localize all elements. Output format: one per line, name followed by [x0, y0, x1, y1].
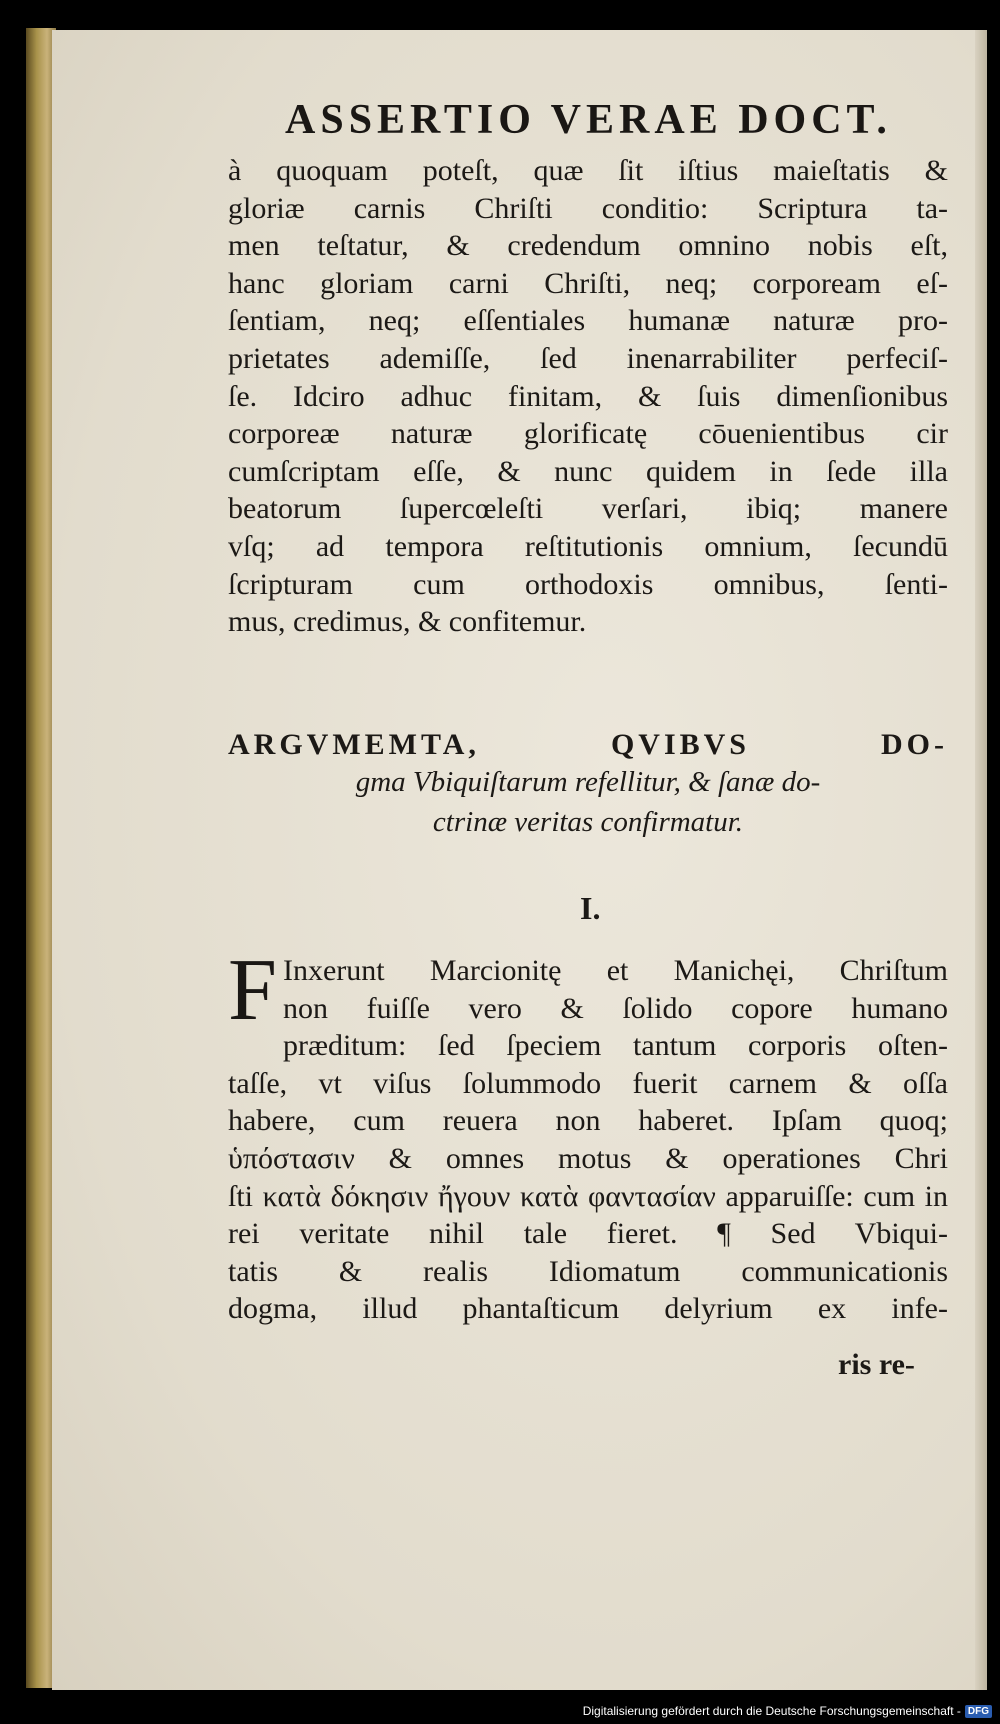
text-line: prietates ademiſſe, ſed inenarrabiliter perfeciſ- [228, 341, 948, 375]
text-line: à quoquam poteſt, quæ ſit iſtius maieſtatis & [228, 154, 948, 187]
drop-cap: F [228, 942, 277, 1039]
text-line: habere, cum reuera non haberet. Ipſam quoq; [228, 1104, 948, 1138]
page-edge [975, 30, 987, 1690]
section-heading-title: ARGVMEMTA, QVIBVS DO- [228, 728, 948, 761]
text-line: præditum: ſed ſpeciem tantum corporis oſten- [282, 1029, 948, 1063]
text-line: tatis & realis Idiomatum communicationis [228, 1254, 948, 1288]
text-line: ſcripturam cum orthodoxis omnibus, ſenti- [228, 567, 948, 601]
section-heading-subtitle: ctrinæ veritas confirmatur. [432, 806, 744, 838]
section-numeral: I. [580, 890, 601, 926]
digitization-credit-text: Digitalisierung gefördert durch die Deutsche Forschungsgemeinschaft - [582, 1704, 961, 1718]
text-line: corporeæ naturæ glorificatę cōuenientibus cir [228, 417, 948, 451]
section-heading-subtitle: gma Vbiquiſtarum refellitur, & ſanæ do- [355, 766, 821, 798]
text-line: ὑπόστασιν & omnes motus & operationes Chri [228, 1141, 948, 1175]
text-line: beatorum ſupercœleſti verſari, ibiq; manere [228, 492, 948, 526]
paragraph-1 [228, 152, 948, 641]
text-line: gloriæ carnis Chriſti conditio: Scriptura ta- [228, 191, 948, 225]
text-line: ſti κατὰ δόκησιν ἤγουν κατὰ φαντασίαν apparuiſſe: cum in [228, 1179, 948, 1213]
running-head: ASSERTIO VERAE DOCT. [285, 97, 892, 143]
paragraph-2 [228, 942, 948, 1328]
text-line: ſe. Idciro adhuc finitam, & ſuis dimenſionibus [228, 379, 948, 413]
text-line: dogma, illud phantaſticum delyrium ex infe- [228, 1292, 948, 1326]
text-line: non fuiſſe vero & ſolido copore humano [282, 991, 948, 1025]
text-line: vſq; ad tempora reſtitutionis omnium, ſecundū [228, 529, 948, 563]
catchword: ris re- [838, 1348, 915, 1381]
text-line: Inxerunt Marcionitę et Manichęi, Chriſtum [282, 954, 948, 987]
text-line: rei veritate nihil tale fieret. ¶ Sed Vbiqui- [228, 1217, 948, 1251]
text-line: men teſtatur, & credendum omnino nobis eſt, [228, 229, 948, 263]
digitization-credit [583, 1704, 992, 1718]
text-line: hanc gloriam carni Chriſti, neq; corpoream eſ- [228, 266, 948, 300]
section-heading [228, 728, 948, 842]
text-line: ſentiam, neq; eſſentiales humanæ naturæ pro- [228, 304, 948, 338]
text-line: mus, credimus, & confitemur. [228, 605, 587, 639]
text-line: cumſcriptam eſſe, & nunc quidem in ſede illa [228, 454, 948, 488]
dfg-logo-icon: DFG [965, 1705, 992, 1718]
text-line: taſſe, vt viſus ſolummodo fuerit carnem & oſſa [228, 1066, 948, 1100]
